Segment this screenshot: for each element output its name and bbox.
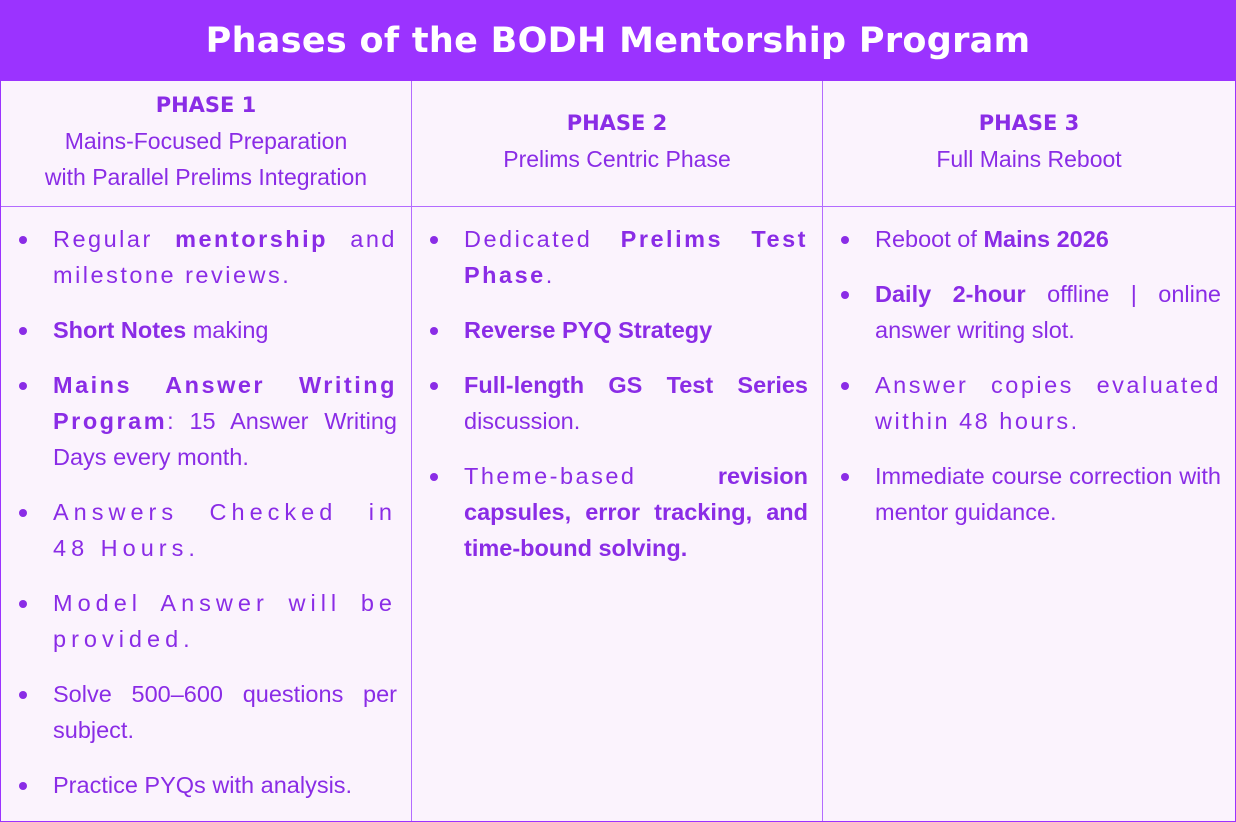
phase-1-name-line2: with Parallel Prelims Integration	[44, 163, 368, 190]
list-item: Dedicated Prelims Test Phase.	[412, 221, 808, 293]
phase-1-number: PHASE 1	[155, 92, 257, 117]
list-item: Solve 500–600 questions per subject.	[1, 676, 397, 748]
phase-3-list	[823, 221, 1221, 530]
phase-1-header	[1, 81, 412, 207]
list-item: Model Answer will be provided.	[1, 585, 397, 657]
phase-3-number: PHASE 3	[978, 110, 1080, 135]
phase-1-list	[1, 221, 397, 803]
list-item: Full-length GS Test Series discussion.	[412, 367, 808, 439]
list-item: Regular mentorship and milestone reviews.	[1, 221, 397, 293]
list-item: Answers Checked in 48 Hours.	[1, 494, 397, 566]
phase-2-body	[412, 207, 823, 821]
list-item: Answer copies evaluated within 48 hours.	[823, 367, 1221, 439]
phase-1-body	[1, 207, 412, 821]
phase-2-number: PHASE 2	[566, 110, 668, 135]
list-item: Theme-based revision capsules, error tracking, and time-bound solving.	[412, 458, 808, 566]
phase-2-list	[412, 221, 808, 566]
list-item: Daily 2-hour offline | online answer writing slot.	[823, 276, 1221, 348]
list-item: Reboot of Mains 2026	[823, 221, 1221, 257]
list-item: Reverse PYQ Strategy	[412, 312, 808, 348]
list-item: Practice PYQs with analysis.	[1, 767, 397, 803]
phase-2-name: Prelims Centric Phase	[503, 145, 731, 172]
phase-3-body	[823, 207, 1235, 821]
list-item: Immediate course correction with mentor guidance.	[823, 458, 1221, 530]
list-item: Mains Answer Writing Program: 15 Answer Writing Days every month.	[1, 367, 397, 475]
phase-3-name: Full Mains Reboot	[936, 145, 1122, 172]
page-title: Phases of the BODH Mentorship Program	[1, 1, 1235, 81]
list-item: Short Notes making	[1, 312, 397, 348]
phase-2-header	[412, 81, 823, 207]
phase-1-name-line1: Mains-Focused Preparation	[64, 127, 348, 154]
phases-table	[1, 81, 1235, 821]
phase-3-header	[823, 81, 1235, 207]
